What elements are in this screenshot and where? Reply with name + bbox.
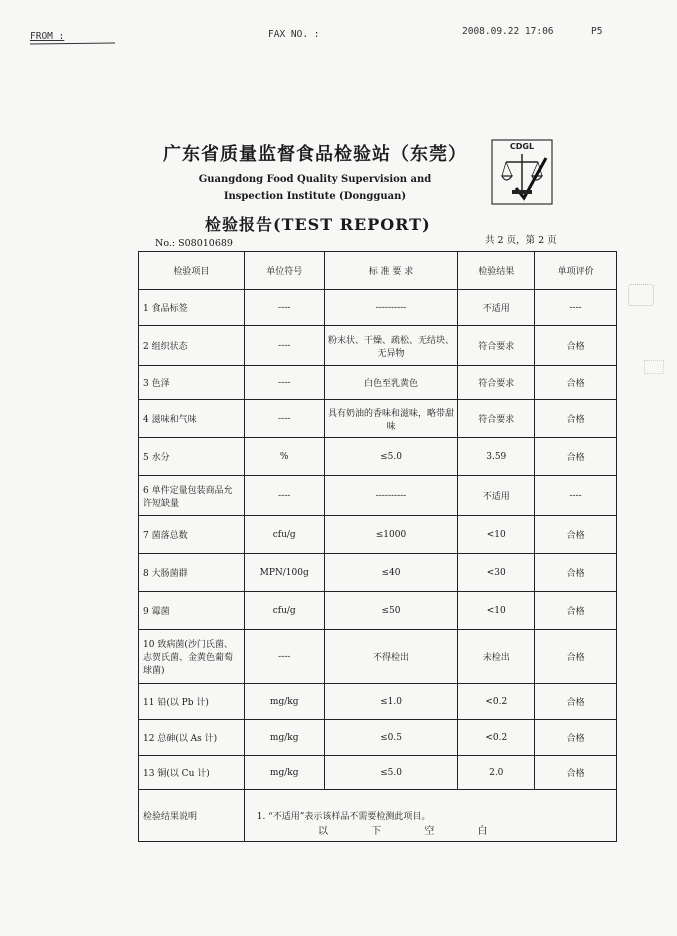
cell-standard: 不得检出 [324,630,458,684]
cell-result: 2.0 [458,756,535,790]
cell-evaluation: 合格 [535,400,617,438]
cell-result: 不适用 [458,290,535,326]
cell-evaluation: 合格 [535,554,617,592]
cell-evaluation: 合格 [535,720,617,756]
fax-header [0,26,677,44]
cell-item: 13 铜(以 Cu 计) [139,756,245,790]
table-row [139,554,617,592]
table-row [139,592,617,630]
cell-unit: ---- [244,400,324,438]
page-info: 共 2 页，第 2 页 [485,235,557,246]
cell-unit: ---- [244,476,324,516]
test-results-table [138,251,617,842]
institute-name-en-line1: Guangdong Food Quality Supervision and [198,174,432,185]
cell-result: 3.59 [458,438,535,476]
cell-unit: mg/kg [244,684,324,720]
cell-unit: % [244,438,324,476]
cell-item: 3 色泽 [139,366,245,400]
end-of-report-mark: 以 下 空 白 [318,826,508,837]
cell-item: 4 滋味和气味 [139,400,245,438]
cell-result: 符合要求 [458,400,535,438]
table-row [139,630,617,684]
cell-unit: ---- [244,326,324,366]
institute-name-cn: 广东省质量监督食品检验站（东莞） [163,144,467,165]
cell-standard: ≤1000 [324,516,458,554]
table-row [139,756,617,790]
header-test-item: 检验项目 [139,252,245,290]
table-row [139,720,617,756]
cell-item: 6 单件定量包装商品允许短缺量 [139,476,245,516]
cell-evaluation: ---- [535,290,617,326]
cell-result: <10 [458,516,535,554]
cell-standard: 粉末状、干燥、疏松、无结块、无异物 [324,326,458,366]
cell-standard: 白色至乳黄色 [324,366,458,400]
seal-label: CDGL [509,142,535,151]
fax-datetime: 2008.09.22 17:06 [462,26,554,37]
header-standard: 标 准 要 求 [324,252,458,290]
cdgl-seal-icon [490,136,554,206]
cell-item: 2 组织状态 [139,326,245,366]
cell-unit: ---- [244,630,324,684]
cell-item: 7 菌落总数 [139,516,245,554]
cell-standard: ≤40 [324,554,458,592]
fax-from-underline [30,43,115,45]
cell-unit: cfu/g [244,592,324,630]
cell-item: 1 食品标签 [139,290,245,326]
cell-result: <30 [458,554,535,592]
cell-evaluation: 合格 [535,592,617,630]
header-result: 检验结果 [458,252,535,290]
report-number: No.: S08010689 [155,238,233,249]
cell-evaluation: 合格 [535,684,617,720]
table-row [139,400,617,438]
report-title: 检验报告(TEST REPORT) [205,215,431,234]
table-row [139,438,617,476]
fax-page-number: P5 [591,26,603,37]
cell-unit: mg/kg [244,720,324,756]
cell-result: 符合要求 [458,366,535,400]
cell-standard: ---------- [324,290,458,326]
cell-standard: 具有奶油的香味和滋味，略带甜味 [324,400,458,438]
cell-unit: cfu/g [244,516,324,554]
cell-result: 符合要求 [458,326,535,366]
cell-unit: mg/kg [244,756,324,790]
table-row [139,476,617,516]
header-unit: 单位符号 [244,252,324,290]
table-row [139,366,617,400]
cell-item: 5 水分 [139,438,245,476]
table-row [139,326,617,366]
institute-name-en-line2: Inspection Institute (Dongguan) [223,191,407,202]
cell-result: <0.2 [458,720,535,756]
cell-item: 11 铅(以 Pb 计) [139,684,245,720]
fax-number-label: FAX NO. : [268,29,320,40]
margin-smudge [644,360,664,374]
cell-standard: ≤50 [324,592,458,630]
cell-result: <0.2 [458,684,535,720]
cell-item: 10 致病菌(沙门氏菌、志贺氏菌、金黄色葡萄球菌) [139,630,245,684]
cell-item: 9 霉菌 [139,592,245,630]
cell-item: 8 大肠菌群 [139,554,245,592]
cell-unit: ---- [244,290,324,326]
cell-standard: ≤5.0 [324,438,458,476]
table-row [139,290,617,326]
fax-from-label: FROM : [30,31,65,42]
cell-item: 12 总砷(以 As 计) [139,720,245,756]
margin-smudge [628,284,654,306]
cell-result: <10 [458,592,535,630]
cell-standard: ≤5.0 [324,756,458,790]
header-evaluation: 单项评价 [535,252,617,290]
cell-standard: ≤0.5 [324,720,458,756]
table-row [139,516,617,554]
table-row [139,684,617,720]
cell-evaluation: 合格 [535,756,617,790]
note-label: 检验结果说明 [139,790,245,842]
cell-unit: MPN/100g [244,554,324,592]
cell-evaluation: 合格 [535,366,617,400]
cell-evaluation: 合格 [535,438,617,476]
cell-evaluation: 合格 [535,326,617,366]
cell-standard: ---------- [324,476,458,516]
cell-evaluation: 合格 [535,516,617,554]
cell-evaluation: ---- [535,476,617,516]
cell-result: 未检出 [458,630,535,684]
cell-result: 不适用 [458,476,535,516]
institute-title-block [150,140,480,202]
cell-standard: ≤1.0 [324,684,458,720]
cell-unit: ---- [244,366,324,400]
cell-evaluation: 合格 [535,630,617,684]
table-header-row [139,252,617,290]
note-text: 1. “不适用”表示该样品不需要检测此项目。 [244,790,616,842]
